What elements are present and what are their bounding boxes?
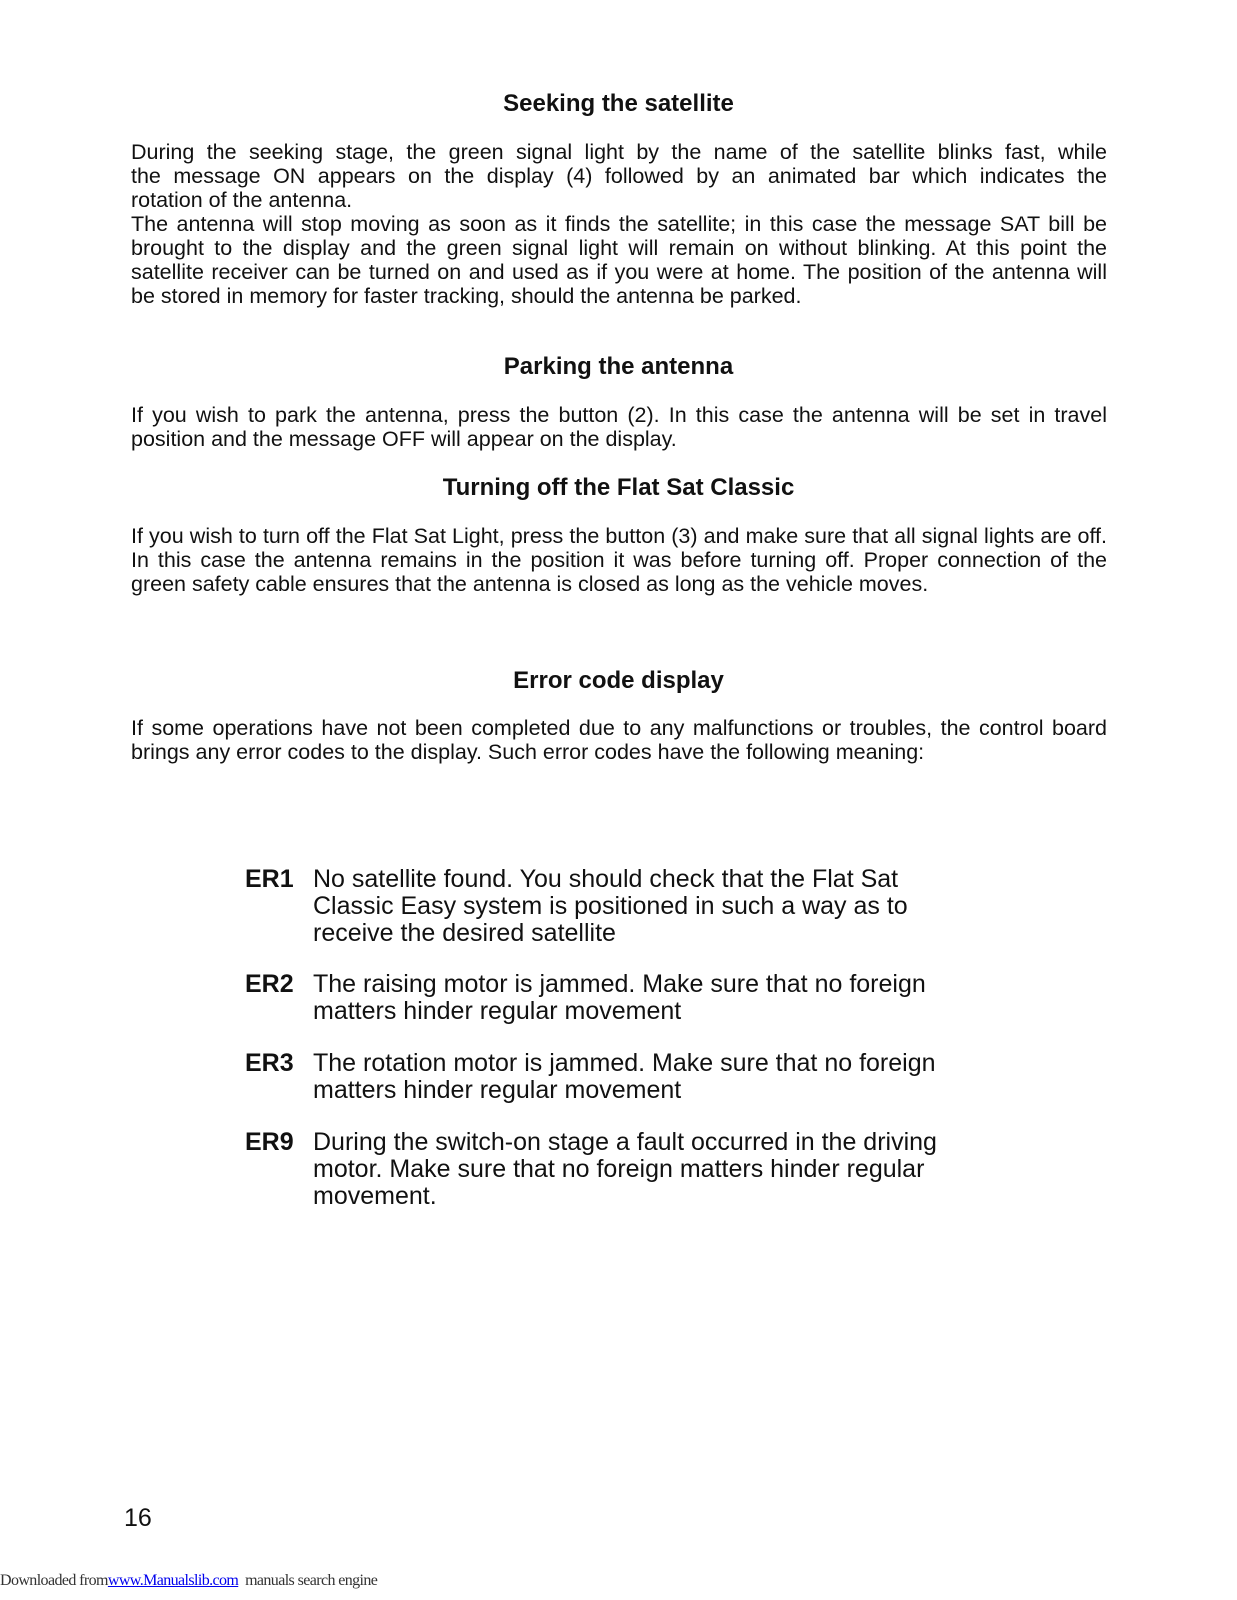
footer-suffix: manuals search engine [245,1572,378,1589]
footer-prefix: Downloaded from [0,1572,108,1589]
text-line: the message ON appears on the display (4) followed by an animated bar which indicates the [131,164,1107,188]
download-footer [0,1572,377,1590]
error-code-description: The raising motor is jammed. Make sure that no foreign matters hinder regular movement [313,970,926,1025]
error-code-label: ER9 [245,1128,294,1156]
manualslib-link[interactable]: www.Manualslib.com [107,1572,239,1589]
error-code-item-er2 [245,971,1005,1025]
heading-error-code-display: Error code display [513,667,724,694]
error-code-description: During the switch-on stage a fault occurred in the driving motor. Make sure that no foreign matters hinder regular movement. [313,1128,937,1210]
error-code-label: ER3 [245,1049,294,1077]
text-line: rotation of the antenna. [131,188,353,212]
heading-seeking-satellite: Seeking the satellite [503,90,734,117]
heading-turning-off: Turning off the Flat Sat Classic [442,474,795,501]
error-code-description: No satellite found. You should check that the Flat Sat Classic Easy system is positioned in such a way as to receive the desired satellite [313,865,908,947]
paragraph-antenna-stop: The antenna will stop moving as soon as it finds the satellite; in this case the message SAT bill be brought to the display and the green signal light will remain on without blinking. At this point the satellite receiver can be turned on and used as if you were at home. The position of the antenna will be stored in memory for faster tracking, should the antenna be parked. [131,212,1107,308]
paragraph-seeking-stage [131,140,1107,212]
error-code-label: ER2 [245,970,294,998]
page-number: 16 [124,1504,152,1532]
heading-parking-antenna: Parking the antenna [503,353,734,380]
error-code-item-er1 [245,866,1005,947]
error-code-label: ER1 [245,865,294,893]
paragraph-turning-off: If you wish to turn off the Flat Sat Light, press the button (3) and make sure that all signal lights are off. In this case the antenna remains in the position it was before turning off. Proper connection of the green safety cable ensures that the antenna is closed as long as the vehicle moves. [131,524,1107,596]
paragraph-parking: If you wish to park the antenna, press the button (2). In this case the antenna will be set in travel position and the message OFF will appear on the display. [131,403,1107,451]
paragraph-error-codes-intro: If some operations have not been completed due to any malfunctions or troubles, the control board brings any error codes to the display. Such error codes have the following meaning: [131,716,1107,764]
error-code-item-er3 [245,1050,1005,1104]
error-code-description: The rotation motor is jammed. Make sure that no foreign matters hinder regular movement [313,1049,936,1104]
error-code-item-er9 [245,1129,1005,1210]
text-line: During the seeking stage, the green signal light by the name of the satellite blinks fast, while [131,140,1107,164]
